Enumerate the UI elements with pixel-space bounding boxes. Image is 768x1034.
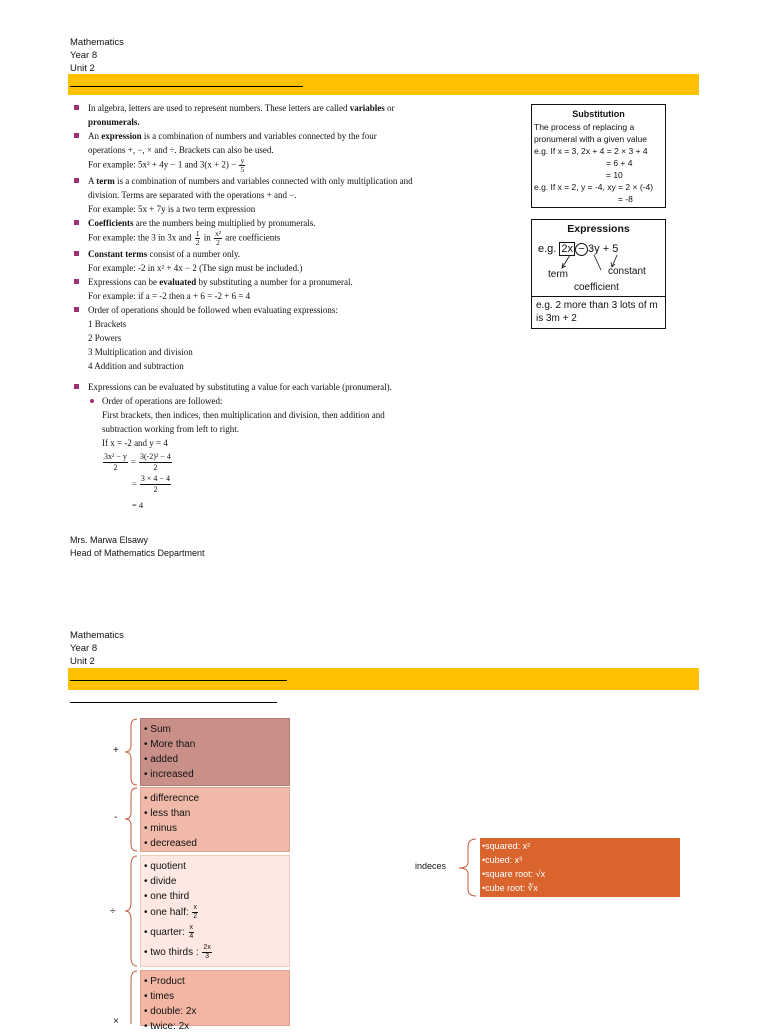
substitution-line: = -8	[618, 194, 633, 204]
expressions-title: Expressions	[567, 223, 630, 235]
sub-text: First brackets, then indices, then multiplication and division, then addition and	[102, 410, 385, 420]
sub-text: subtraction working from left to right.	[102, 424, 239, 434]
term-box: 2x	[561, 243, 574, 255]
title-underline-over	[70, 86, 303, 87]
index-item: •square root: √x	[482, 869, 546, 879]
bullet-square-icon	[74, 133, 79, 138]
word-item: • minus	[144, 823, 177, 834]
title-highlight-bar	[68, 74, 699, 95]
note-substituting-values: Expressions can be evaluated by substituting a value for each variable (pronumeral).	[72, 380, 462, 394]
index-item: •cube root: ∛x	[482, 883, 538, 893]
fraction: $\frac{\text{3x² − y}}{2}$	[104, 452, 127, 472]
constant-label: constant	[608, 266, 646, 277]
sub-text: If x = -2 and y = 4	[102, 438, 168, 448]
title-underline	[70, 680, 287, 681]
subject-label: Mathematics	[70, 37, 124, 48]
word-item: • More than	[144, 739, 196, 750]
fraction: $\frac{1}{2}$	[195, 229, 200, 247]
sub-bullet: Order of operations are followed:	[72, 394, 462, 408]
note-order-of-operations: Order of operations should be followed when evaluating expressions:	[72, 303, 462, 317]
substitution-title: Substitution	[572, 109, 625, 119]
index-item: •squared: x²	[482, 841, 531, 851]
year-label: Year 8	[70, 50, 98, 61]
term-label: term	[548, 269, 568, 280]
divide-symbol: ÷	[110, 906, 116, 917]
teacher-role: Head of Mathematics Department	[70, 548, 205, 558]
step-item: 2 Powers	[88, 333, 122, 343]
plus-words	[140, 718, 290, 786]
note-evaluated: Expressions can be evaluated by substituting a number for a pronumeral. For example: if a = -2 then a + 6 = -2 + 6 = 4	[72, 275, 462, 303]
bullet-square-icon	[74, 307, 79, 312]
unit-label: Unit 2	[70, 63, 95, 74]
word-item: • increased	[144, 769, 194, 780]
word-item: • added	[144, 754, 179, 765]
word-item: • less than	[144, 808, 191, 819]
expressions-box	[531, 219, 666, 329]
signature	[70, 534, 205, 560]
word-item: • double: 2x	[144, 1006, 197, 1017]
bullet-square-icon	[74, 105, 79, 110]
page1-header	[70, 36, 124, 75]
indices-words	[480, 838, 680, 897]
title-highlight-bar	[68, 668, 699, 690]
bullet-square-icon	[74, 178, 79, 183]
page2-header	[70, 629, 124, 668]
teacher-name: Mrs. Marwa Elsawy	[70, 535, 149, 545]
word-item: • one half: $\frac{x}{2}$	[144, 904, 198, 920]
bullet-square-icon	[74, 279, 79, 284]
word-item: • decreased	[144, 838, 197, 849]
note-variables: In algebra, letters are used to represent numbers. These letters are called variables or pronumerals.	[72, 101, 462, 129]
note-coefficients: Coefficients are the numbers being multiplied by pronumerals. For example: the 3 in 3x and $\frac{1}{2}$ in $\frac{\text{x²}}{2}$ are coefficients	[72, 216, 462, 247]
year-label: Year 8	[70, 643, 98, 654]
word-item: • one third	[144, 891, 190, 902]
word-item: • differecnce	[144, 793, 200, 804]
step-item: 4 Addition and subtraction	[88, 361, 184, 371]
brace-icon	[122, 787, 140, 852]
indices-label: indeces	[415, 861, 447, 871]
word-item: • Sum	[144, 724, 171, 735]
fraction: $\frac{\text{3(-2)² − 4}}{2}$	[139, 452, 171, 472]
bullet-square-icon	[74, 384, 79, 389]
worked-calculation: $\frac{\text{3x² − y}}{2}$ = $\frac{\text{3(-2)² − 4}}{2}$ = $\frac{3 \times 4 - 4}{2}$ = 4	[102, 452, 302, 510]
brace-icon	[455, 838, 479, 897]
fraction: $\frac{x}{4}$	[189, 924, 194, 940]
word-item: • twice: 2x	[144, 1021, 190, 1032]
fraction: $\frac{3 \times 4 - 4}{2}$	[140, 474, 170, 494]
plus-symbol: +	[113, 745, 119, 756]
word-item: • times	[144, 991, 175, 1002]
coefficient-label: coefficient	[574, 282, 619, 293]
bullet-square-icon	[74, 220, 79, 225]
word-item: • quarter: $\frac{x}{4}$	[144, 924, 194, 940]
fraction: $\frac{x}{2}$	[193, 904, 198, 920]
step-item: 1 Brackets	[88, 319, 127, 329]
fraction: $\frac{2x}{3}$	[203, 944, 211, 960]
substitution-line: pronumeral with a given value	[534, 134, 647, 144]
bullet-square-icon	[74, 251, 79, 256]
subject-label: Mathematics	[70, 630, 124, 641]
brace-icon	[122, 970, 140, 1024]
multiply-words	[140, 970, 290, 1032]
subtitle-underline	[70, 702, 277, 703]
note-constant-terms: Constant terms consist of a number only. For example: -2 in x² + 4x − 2 (The sign must be included.)	[72, 247, 462, 275]
calc-result: = 4	[132, 500, 144, 510]
substitution-line: = 6 + 4	[606, 158, 633, 168]
substitution-line: The process of replacing a	[534, 122, 635, 132]
word-item: • two thirds : $\frac{2x}{3}$	[144, 944, 211, 960]
substitution-line: e.g. If x = 2, y = -4, xy = 2 × (-4)	[534, 182, 654, 192]
algebra-notes	[72, 101, 462, 450]
step-item: 3 Multiplication and division	[88, 347, 193, 357]
expression-example: e.g. 2x − 3y + 5	[538, 243, 619, 255]
multiply-symbol: ×	[113, 1016, 119, 1027]
fraction: $\frac{y}{5}$	[240, 156, 245, 174]
minus-symbol: -	[114, 812, 118, 823]
brace-icon	[122, 718, 140, 786]
note-expression: An expression is a combination of numbers and variables connected by the four operations +, −, × and ÷. Brackets can also be used. For example: 5x² + 4y − 1 and 3(x + 2) − $\frac{y}{5}$	[72, 129, 462, 174]
substitution-box	[531, 104, 666, 208]
note-term: A term is a combination of numbers and variables connected with only multiplication and division. Terms are separated with the operations + and −. For example: 5x + 7y is a two term expression	[72, 174, 462, 216]
divider	[532, 296, 665, 297]
minus-words	[140, 787, 290, 852]
operator-circle: −	[575, 243, 588, 256]
divide-words	[140, 855, 290, 967]
word-item: • Product	[144, 976, 185, 987]
substitution-line: e.g. If x = 3, 2x + 4 = 2 × 3 + 4	[534, 146, 648, 156]
unit-label: Unit 2	[70, 656, 95, 667]
brace-icon	[122, 855, 140, 967]
word-example: e.g. 2 more than 3 lots of m is 3m + 2	[536, 300, 658, 324]
word-item: • quotient	[144, 861, 186, 872]
word-item: • divide	[144, 876, 177, 887]
substitution-line: = 10	[606, 170, 623, 180]
fraction: $\frac{\text{x²}}{2}$	[215, 229, 221, 247]
index-item: •cubed: x³	[482, 855, 523, 865]
